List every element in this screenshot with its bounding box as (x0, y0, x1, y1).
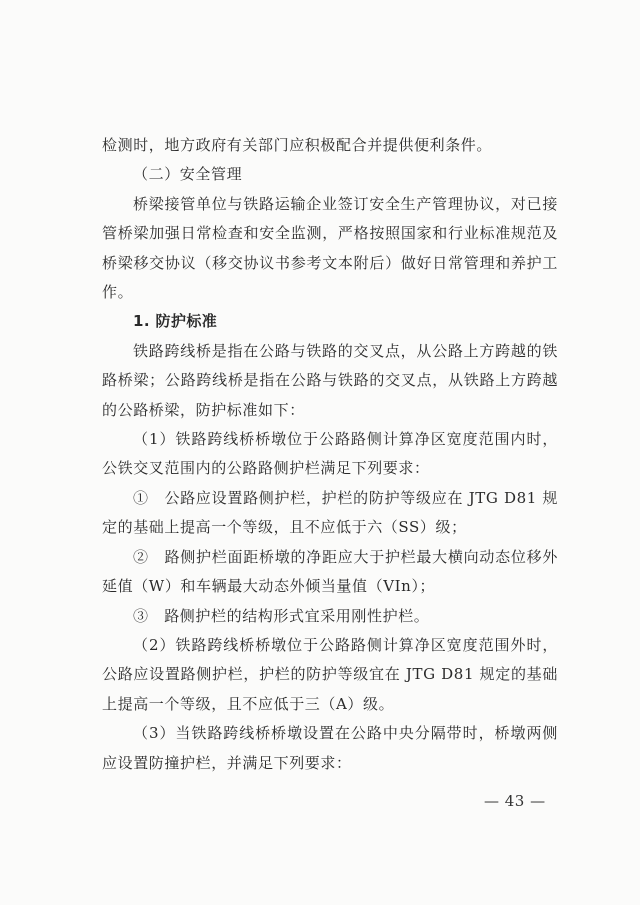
paragraph-overpass-definition: 铁路跨线桥是指在公路与铁路的交叉点，从公路上方跨越的铁路桥梁；公路跨线桥是指在公路与铁路的交叉点，从铁路上方跨越的公路桥梁，防护标准如下： (102, 341, 558, 419)
paragraph-management-agreement: 桥梁接管单位与铁路运输企业签订安全生产管理协议，对已接管桥梁加强日常检查和安全监测，严格按照国家和行业标准规范及桥梁移交协议（移交协议书参考文本附后）做好日常管理和养护工作。 (102, 194, 558, 302)
paragraph-item-1: （1）铁路跨线桥桥墩位于公路路侧计算净区宽度范围内时，公铁交叉范围内的公路路侧护栏满足下列要求： (102, 430, 558, 478)
paragraph-subitem-2: ② 路侧护栏面距桥墩的净距应大于护栏最大横向动态位移外延值（W）和车辆最大动态外倾当量值（VIn）； (102, 547, 558, 596)
section-heading-safety-management: （二）安全管理 (133, 165, 243, 184)
paragraph-continuation: 检测时，地方政府有关部门应积极配合并提供便利条件。 (102, 136, 493, 154)
subheading-protection-standard: 1. 防护标准 (133, 312, 218, 331)
paragraph-item-3: （3）当铁路跨线桥桥墩设置在公路中央分隔带时，桥墩两侧应设置防撞护栏，并满足下列要求： (102, 724, 558, 772)
paragraph-item-2: （2）铁路跨线桥桥墩位于公路路侧计算净区宽度范围外时，公路应设置路侧护栏，护栏的防护等级宜在 JTG D81 规定的基础上提高一个等级，且不应低于三（A）级。 (102, 635, 558, 713)
paragraph-subitem-3: ③ 路侧护栏的结构形式宜采用刚性护栏。 (133, 606, 430, 625)
paragraph-subitem-1: ① 公路应设置路侧护栏，护栏的防护等级应在 JTG D81 规定的基础上提高一个等级，且不应低于六（SS）级； (102, 488, 558, 537)
body-text (102, 131, 558, 778)
page-number: — 43 — (484, 792, 546, 810)
